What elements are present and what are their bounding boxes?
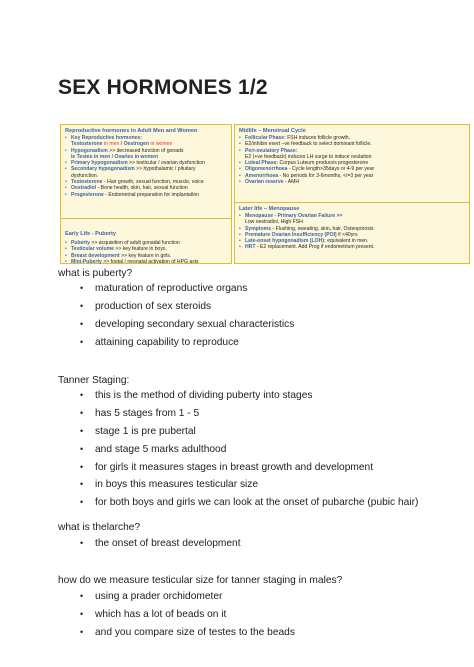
early-life-heading: Early Life - Puberty [65,231,116,237]
bullet-icon: • [80,301,84,311]
bullet-icon: • [80,591,84,601]
bullet-icon: • [80,497,84,507]
question-testicular-size: how do we measure testicular size for tanner staging in males? [58,575,343,586]
hypogonadism-item: • Hypogonadism >> decreased function of gonads [65,148,227,154]
peri-ovulatory-item: • Peri-ovulatory Phase: [239,148,465,154]
list-item: • developing secondary sexual characteristics [80,319,295,330]
bullet-icon: • [80,462,84,472]
list-item: • has 5 stages from 1 - 5 [80,408,200,419]
hormones-summary-figure [60,120,472,268]
key-hormones-item: • Key Reproductive hormones: [65,135,227,141]
list-item: • maturation of reproductive organs [80,283,248,294]
progesterone-item: • Progesterone - Endometrial preparation for implantation [65,192,227,198]
mini-puberty-item: • Mini-Puberty >> foetal / neonatal activation of HPG axis [65,259,227,265]
ovarian-reserve-item: • Ovarian reserve - AMH [239,179,465,185]
question-puberty: what is puberty? [58,268,133,279]
loh-item: • Late-onset hypogonadism (LOH): equivalent in men. [239,238,465,244]
bullet-icon: • [80,444,84,454]
list-item: • production of sex steroids [80,301,212,312]
midlife-box [234,124,470,204]
bullet-icon: • [80,408,84,418]
poi-item: • Premature Ovarian Insufficiency (POI) if <40yrs [239,232,465,238]
page-title: SEX HORMONES 1/2 [58,76,268,99]
testicular-volume-item: • Testicular volume >> key feature in boys. [65,246,227,252]
luteal-phase-item: • Luteal Phase: Corpus Luteum produces progesterone [239,160,465,166]
hypogonadism-line2: ie Testes in men / Ovaries in women [71,153,159,160]
symptoms-item: • Symptoms - Flushing, sweating, skin, hair, Osteoporosis [239,226,465,232]
bullet-icon: • [80,337,84,347]
question-thelarche: what is thelarche? [58,522,141,533]
list-item: • and you compare size of testes to the beads [80,627,295,638]
follicular-phase-item: • Follicular Phase: FSH induces follicle growth. [239,135,465,141]
later-life-box [234,202,470,264]
testosterone-oestrogen-line: Testosterone in men / Oestrogen in women [71,141,173,148]
secondary-hypogonadism-item: • Secondary hypogonadism >> hypothalamic / pituitary [65,166,227,172]
oligomenorrhoea-item: • Oligomenorrhoea - Cycle length>35days or 4-9 per year [239,166,465,172]
bullet-icon: • [80,390,84,400]
list-item: • which has a lot of beads on it [80,609,227,620]
puberty-item: • Puberty >> acquisition of adult gonadal function [65,240,227,246]
reproductive-heading: Reproductive hormones in Adult Men and Women [65,128,198,134]
e2-inhibin-item: • E2/inhibin exert –ve feedback to select dominant follicle. [239,141,465,147]
bullet-icon: • [80,609,84,619]
list-item: • attaining capability to reproduce [80,337,239,348]
secondary-hypogonadism-line2: dysfunction. [71,172,99,179]
bullet-icon: • [80,627,84,637]
list-item: • using a prader orchidometer [80,591,223,602]
list-item: • for girls it measures stages in breast growth and development [80,462,374,473]
bullet-icon: • [80,319,84,329]
early-life-box [60,218,232,264]
bullet-icon: • [80,538,84,548]
reproductive-hormones-box [60,124,232,220]
list-item: • stage 1 is pre pubertal [80,426,196,437]
menopause-line2: Low oestradiol, High FSH [245,219,303,226]
list-item: • for both boys and girls we can look at the onset of pubarche (pubic hair) [80,497,419,508]
hrt-item: • HRT - E2 replacement. Add Prog if endometrium present. [239,244,465,250]
list-item: • and stage 5 marks adulthood [80,444,227,455]
midlife-heading: Midlife – Menstrual Cycle [239,128,306,134]
list-item: • the onset of breast development [80,538,241,549]
peri-ovulatory-line2: E2 (+ve feedback) induces LH surge to induce ovulation [245,153,372,160]
amenorrhoea-item: • Amenorrhoea - No periods for 3-6months, </=3 per year [239,173,465,179]
bullet-icon: • [80,283,84,293]
testosterone-item: • Testosterone - Hair growth, sexual function, muscle, voice [65,179,227,185]
list-item: • this is the method of dividing puberty into stages [80,390,313,401]
primary-hypogonadism-item: • Primary hypogonadism >> testicular / ovarian dysfunction [65,160,227,166]
bullet-icon: • [80,479,84,489]
breast-development-item: • Breast development >> key feature in girls. [65,253,227,259]
list-item: • in boys this measures testicular size [80,479,259,490]
bullet-icon: • [80,426,84,436]
later-life-heading: Later life – Menopause [239,206,300,212]
menopause-item: • Menopause - Primary Ovarian Failure >> [239,213,465,219]
question-tanner-staging: Tanner Staging: [58,375,130,386]
oestradiol-item: • Oestradiol - Bone health, skin, hair, sexual function [65,185,227,191]
